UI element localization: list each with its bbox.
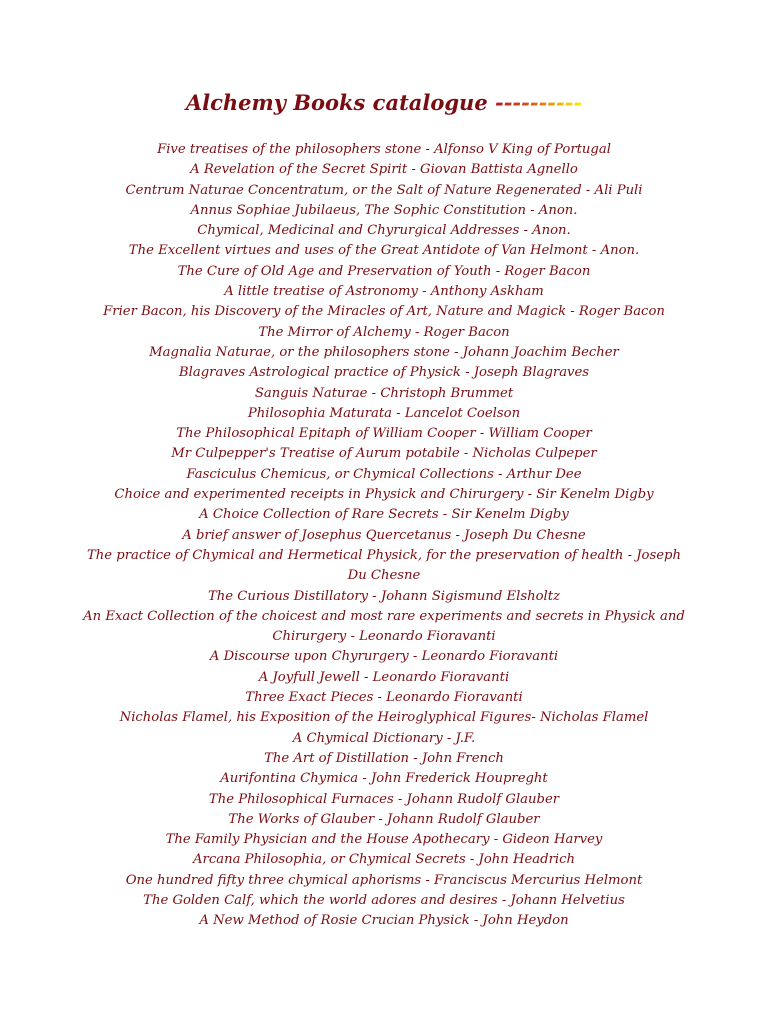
book-entry: Fasciculus Chemicus, or Chymical Collections - Arthur Dee [186, 466, 582, 482]
book-entry: The Golden Calf, which the world adores and desires - Johann Helvetius [143, 892, 625, 908]
book-entry: The Family Physician and the House Apothecary - Gideon Harvey [165, 832, 603, 848]
book-entry: The practice of Chymical and Hermetical Physick, for the preservation of health - Joseph Du Chesne [87, 547, 681, 584]
book-list [80, 140, 688, 932]
book-entry: Annus Sophiae Jubilaeus, The Sophic Constitution - Anon. [190, 202, 578, 218]
book-entry: The Works of Glauber - Johann Rudolf Glauber [228, 811, 540, 827]
book-entry: The Cure of Old Age and Preservation of Youth - Roger Bacon [177, 263, 591, 279]
book-entry: A Joyfull Jewell - Leonardo Fioravanti [258, 669, 510, 685]
book-entry: A brief answer of Josephus Quercetanus - Joseph Du Chesne [182, 527, 586, 543]
book-entry: Choice and experimented receipts in Physick and Chirurgery - Sir Kenelm Digby [114, 487, 654, 503]
book-entry: Centrum Naturae Concentratum, or the Salt of Nature Regenerated - Ali Puli [125, 182, 643, 198]
book-entry: Chymical, Medicinal and Chyrurgical Addresses - Anon. [197, 223, 571, 239]
book-entry: One hundred fifty three chymical aphorisms - Franciscus Mercurius Helmont [125, 872, 643, 888]
book-entry: The Philosophical Epitaph of William Cooper - William Cooper [176, 426, 592, 442]
book-entry: The Curious Distillatory - Johann Sigismund Elsholtz [207, 588, 561, 604]
book-entry: Arcana Philosophia, or Chymical Secrets - John Headrich [193, 852, 575, 868]
book-entry: Magnalia Naturae, or the philosophers stone - Johann Joachim Becher [149, 344, 619, 360]
book-entry: A Discourse upon Chyrurgery - Leonardo Fioravanti [209, 649, 559, 665]
page-title [0, 90, 768, 115]
book-entry: A Choice Collection of Rare Secrets - Sir Kenelm Digby [199, 507, 569, 523]
book-entry: Mr Culpepper's Treatise of Aurum potabile - Nicholas Culpeper [171, 446, 597, 462]
book-entry: The Art of Distillation - John French [264, 750, 504, 766]
book-entry: Philosophia Maturata - Lancelot Coelson [247, 405, 521, 421]
book-entry: Frier Bacon, his Discovery of the Miracles of Art, Nature and Magick - Roger Bacon [103, 304, 665, 320]
book-entry: A New Method of Rosie Crucian Physick - John Heydon [199, 913, 569, 929]
book-entry: A little treatise of Astronomy - Anthony Askham [224, 284, 544, 300]
title-dashes: ---------- [495, 90, 583, 115]
book-entry: The Philosophical Furnaces - Johann Rudolf Glauber [208, 791, 560, 807]
book-entry: A Revelation of the Secret Spirit - Giovan Battista Agnello [190, 162, 578, 178]
book-entry: Nicholas Flamel, his Exposition of the Heiroglyphical Figures- Nicholas Flamel [119, 710, 649, 726]
book-entry: The Excellent virtues and uses of the Great Antidote of Van Helmont - Anon. [128, 243, 640, 259]
book-entry: Aurifontina Chymica - John Frederick Houpreght [220, 771, 548, 787]
title-text: Alchemy Books catalogue [185, 90, 488, 115]
book-entry: An Exact Collection of the choicest and most rare experiments and secrets in Physick and Chirurgery - Leonardo Fioravanti [83, 608, 685, 645]
book-entry: Blagraves Astrological practice of Physick - Joseph Blagraves [178, 365, 590, 381]
book-entry: The Mirror of Alchemy - Roger Bacon [258, 324, 510, 340]
book-entry: A Chymical Dictionary - J.F. [292, 730, 476, 746]
book-entry: Five treatises of the philosophers stone - Alfonso V King of Portugal [157, 142, 611, 157]
book-entry: Sanguis Naturae - Christoph Brummet [254, 385, 514, 401]
book-entry: Three Exact Pieces - Leonardo Fioravanti [245, 690, 523, 706]
